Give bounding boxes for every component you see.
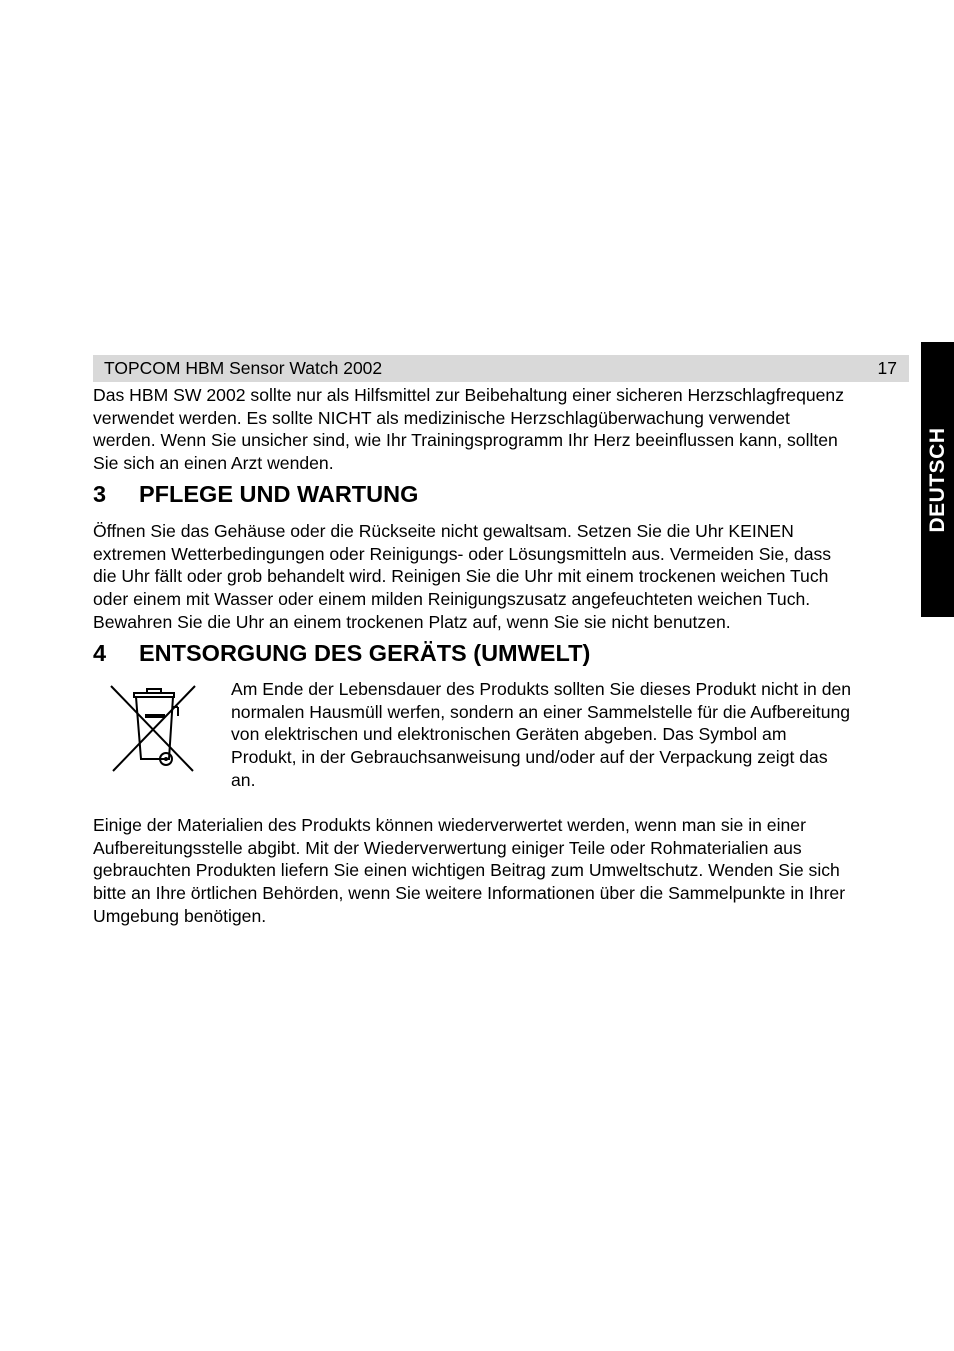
language-tab-label: DEUTSCH — [925, 426, 949, 533]
intro-paragraph: Das HBM SW 2002 sollte nur als Hilfsmittel zur Beibehaltung einer sicheren Herzschlagfrequenz verwendet werden. Es sollte NICHT als medizinische Herzschlagüberwachung verwendet werden. Wenn Sie unsicher sind, wie Ihr Trainingsprogramm Ihr Herz beeinflussen kann, sollten Sie sich an einen Arzt wenden. — [93, 385, 845, 474]
header-title: TOPCOM HBM Sensor Watch 2002 — [104, 358, 383, 378]
section-4-title: ENTSORGUNG DES GERÄTS (UMWELT) — [139, 640, 591, 666]
section-4-heading — [93, 639, 590, 667]
page-number: 17 — [877, 358, 897, 378]
section-3-number: 3 — [93, 481, 107, 507]
page-header-bar — [93, 355, 909, 382]
section-4-number: 4 — [93, 640, 107, 666]
section-4-body-with-icon: Am Ende der Lebensdauer des Produkts sollten Sie dieses Produkt nicht in den normalen Hausmüll werfen, sondern an einer Sammelstelle für die Aufbereitung von elektrischen und elektronischen Geräten abgeben. Das Symbol am Produkt, in der Gebrauchsanweisung und/oder auf der Verpackung zeigt das an. — [231, 679, 852, 790]
section-4-body: Einige der Materialien des Produkts können wiederverwertet werden, wenn man sie in einer Aufbereitungsstelle abgibt. Mit der Wiederverwertung einiger Teile oder Rohmaterialien aus gebrauchten Produkten liefern Sie einen wichtigen Beitrag zum Umweltschutz. Wenden Sie sich bitte an Ihre örtlichen Behörden, wenn Sie weitere Informationen über die Sammelpunkte in Ihrer Umgebung benötigen. — [93, 815, 846, 926]
section-3-heading — [93, 480, 418, 508]
crossed-out-wheelie-bin-icon — [107, 683, 199, 775]
language-tab — [921, 342, 954, 617]
section-3-title: PFLEGE UND WARTUNG — [139, 481, 419, 507]
section-3-body: Öffnen Sie das Gehäuse oder die Rückseite nicht gewaltsam. Setzen Sie die Uhr KEINEN extremen Wetterbedingungen oder Reinigungs- oder Lösungsmitteln aus. Vermeiden Sie, dass die Uhr fällt oder grob behandelt wird. Reinigen Sie die Uhr mit einem trockenen weichen Tuch oder einem mit Wasser oder einem milden Reinigungszusatz angefeuchteten weichen Tuch. Bewahren Sie die Uhr an einem trockenen Platz auf, wenn Sie sie nicht benutzen. — [93, 521, 832, 632]
